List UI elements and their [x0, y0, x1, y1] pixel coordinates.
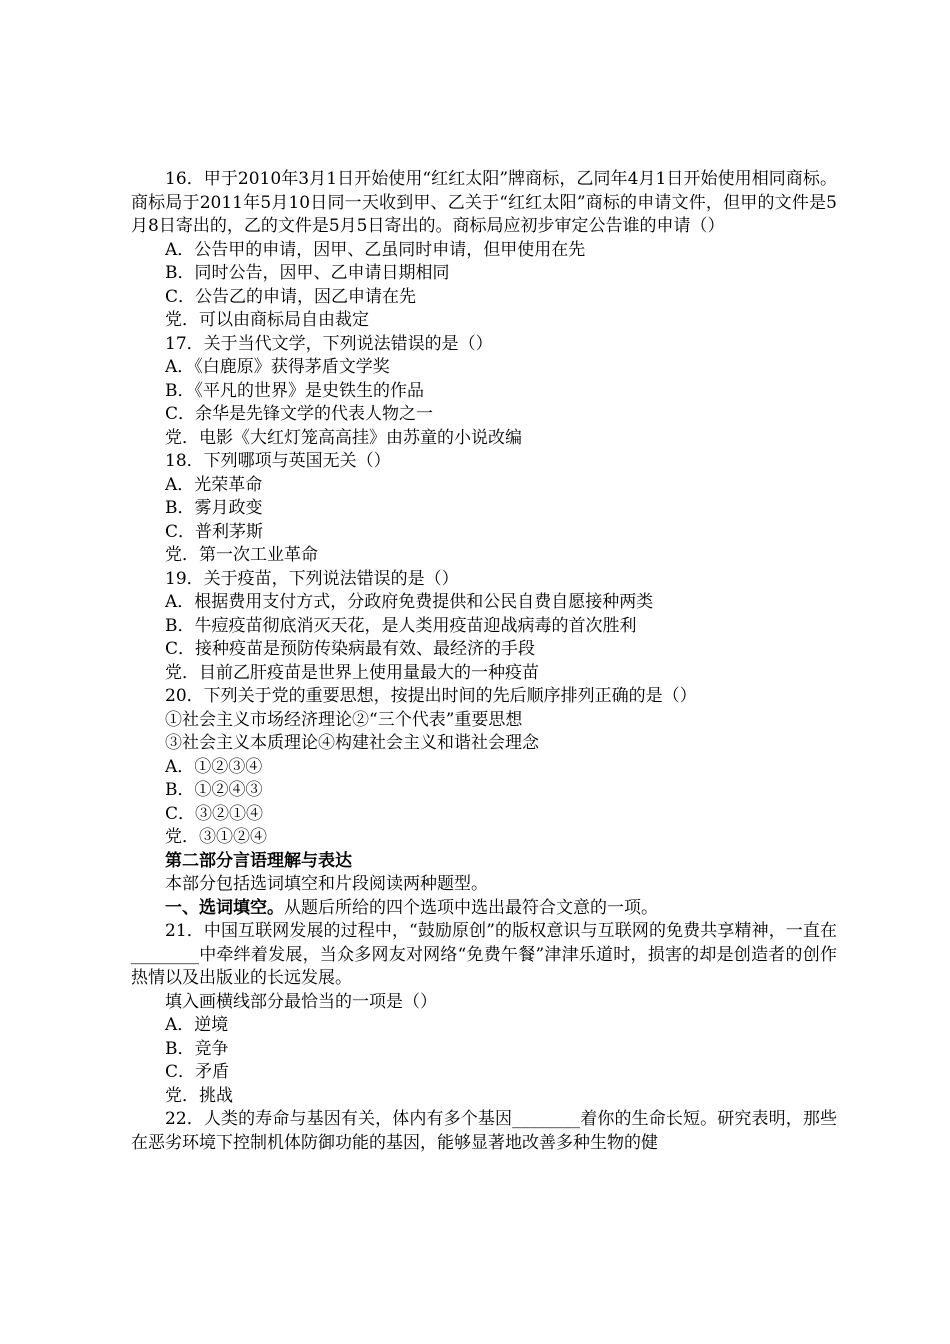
question-18-option-b: B．雾月政变 — [165, 498, 263, 518]
question-19-option-a: A．根据费用支付方式，分政府免费提供和公民自费自愿接种两类 — [165, 592, 654, 612]
question-19-option-d: 党．目前乙肝疫苗是世界上使用量最大的一种疫苗 — [165, 662, 539, 683]
question-18-option-a: A．光荣革命 — [165, 474, 263, 495]
question-18-option-c: C．普利茅斯 — [165, 521, 264, 542]
question-18-stem: 18．下列哪项与英国无关（） — [165, 451, 391, 471]
question-19-option-b: B．牛痘疫苗彻底消灭天花，是人类用疫苗迎战病毒的首次胜利 — [165, 615, 637, 636]
question-20-stem: 20．下列关于党的重要思想，按提出时间的先后顺序排列正确的是（） — [165, 686, 697, 706]
question-21-option-a: A．逆境 — [165, 1015, 229, 1035]
document-body — [131, 168, 837, 1155]
question-19-option-c: C．接种疫苗是预防传染病最有效、最经济的手段 — [165, 639, 536, 659]
question-20-item-2: ③社会主义本质理论④构建社会主义和谐社会理念 — [165, 733, 539, 753]
question-18-option-d: 党．第一次工业革命 — [165, 545, 318, 565]
question-20-option-c: C．③②①④ — [165, 803, 264, 824]
part-2-heading: 第二部分言语理解与表达 — [165, 850, 352, 871]
question-21-option-b: B．竞争 — [165, 1038, 229, 1059]
question-21-stem: 21．中国互联网发展的过程中，“鼓励原创”的版权意识与互联网的免费共享精神，一直在________中牵绊着发展，当众多网友对网络“免费午餐”津津乐道时，损害的却是创造者的创作热情以及出版业的长远发展。 — [131, 921, 837, 988]
question-21-option-c: C．矛盾 — [165, 1062, 230, 1082]
question-17-option-a: A．《白鹿原》获得茅盾文学奖 — [165, 357, 390, 377]
question-17-option-c: C．余华是先锋文学的代表人物之一 — [165, 404, 434, 424]
question-20-option-d: 党．③①②④ — [165, 827, 267, 847]
question-16-stem: 16．甲于2010年3月1日开始使用“红红太阳”牌商标，乙同年4月1日开始使用相同商标。商标局于2011年5月10日同一天收到甲、乙关于“红红太阳”商标的申请文件，但甲的文件是5月8日寄出的，乙的文件是5月5日寄出的。商标局应初步审定公告谁的申请（） — [131, 169, 837, 236]
part-2-intro: 本部分包括选词填空和片段阅读两种题型。 — [165, 874, 488, 894]
question-21-option-d: 党．挑战 — [165, 1085, 233, 1106]
question-17-stem: 17．关于当代文学，下列说法错误的是（） — [165, 333, 493, 354]
question-20-option-a: A．①②③④ — [165, 756, 263, 777]
section-1-instructions: 从题后所给的四个选项中选出最符合文意的一项。 — [284, 897, 658, 918]
question-20-option-b: B．①②④③ — [165, 780, 263, 800]
question-20-item-1: ①社会主义市场经济理论②“三个代表”重要思想 — [165, 709, 523, 730]
question-17-option-d: 党．电影《大红灯笼高高挂》由苏童的小说改编 — [165, 427, 522, 448]
question-16-option-b: B．同时公告，因甲、乙申请日期相同 — [165, 263, 450, 283]
question-22-stem: 22．人类的寿命与基因有关，体内有多个基因________着你的生命长短。研究表明，那些在恶劣环境下控制机体防御功能的基因，能够显著地改善多种生物的健 — [131, 1109, 837, 1153]
question-16-option-d: 党．可以由商标局自由裁定 — [165, 310, 369, 330]
question-17-option-b: B．《平凡的世界》是史铁生的作品 — [165, 380, 424, 401]
section-1-heading: 一、选词填空。 — [165, 897, 284, 918]
section-1-line — [131, 897, 837, 921]
question-21-prompt: 填入画横线部分最恰当的一项是（） — [165, 991, 437, 1012]
question-16-option-a: A．公告甲的申请，因甲、乙虽同时申请，但甲使用在先 — [165, 239, 586, 260]
question-16-option-c: C．公告乙的申请，因乙申请在先 — [165, 286, 417, 307]
question-19-stem: 19．关于疫苗，下列说法错误的是（） — [165, 568, 459, 589]
